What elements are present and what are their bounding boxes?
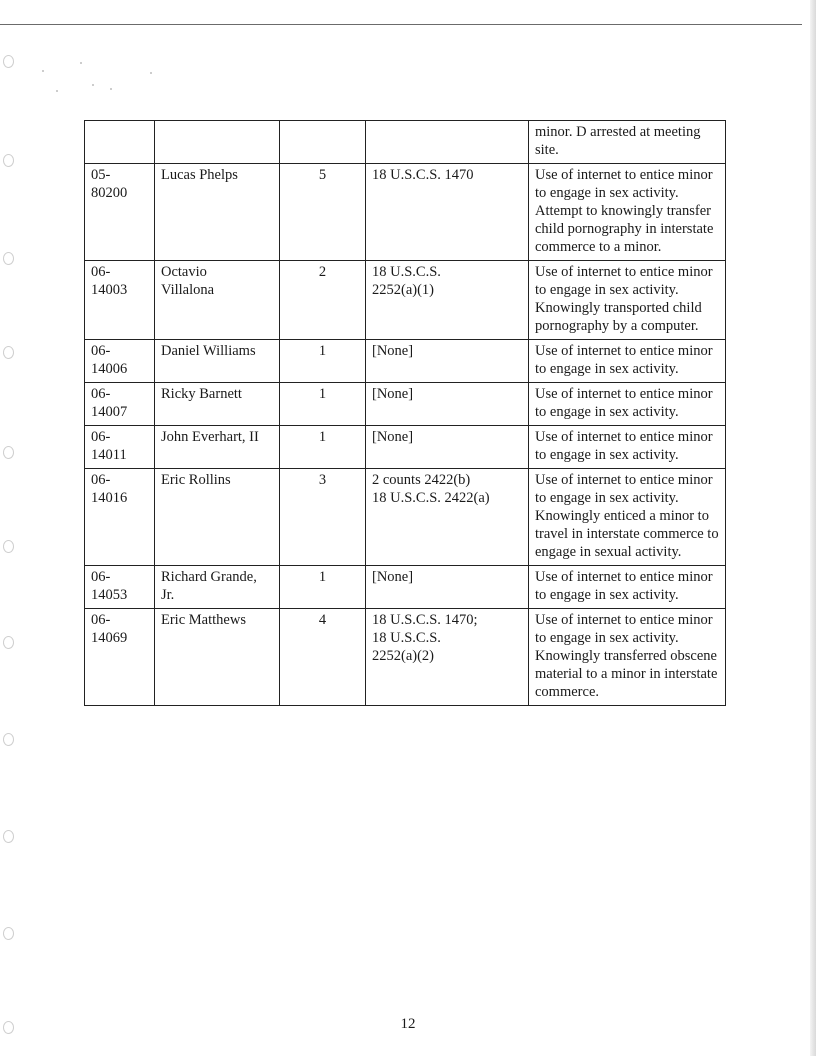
offense-line: Use of internet to entice minor to engage in sex activity. (535, 429, 713, 463)
offense-line: Knowingly transferred obscene material to a minor in interstate commerce. (535, 648, 718, 700)
binder-hole-mark (3, 636, 14, 649)
binder-hole-mark (3, 252, 14, 265)
defendant-cell: Daniel Williams (155, 340, 280, 383)
case-number-cell: 06- 14053 (85, 566, 155, 609)
statute-cell: 18 U.S.C.S. 2252(a)(1) (366, 261, 529, 340)
case-number-cell (85, 121, 155, 164)
binder-hole-mark (3, 446, 14, 459)
counts-cell: 2 (280, 261, 366, 340)
offense-description-cell (529, 261, 726, 340)
scan-speck (42, 70, 44, 72)
binder-hole-mark (3, 830, 14, 843)
statute-cell: [None] (366, 383, 529, 426)
offense-line: Use of internet to entice minor to engage in sex activity. (535, 386, 713, 420)
offense-line: Use of internet to entice minor to engage in sex activity. (535, 343, 713, 377)
page-edge-shadow (810, 0, 816, 1056)
offense-description-cell (529, 121, 726, 164)
scan-speck (56, 90, 58, 92)
statute-cell: 2 counts 2422(b) 18 U.S.C.S. 2422(a) (366, 469, 529, 566)
counts-cell: 1 (280, 340, 366, 383)
offense-description-cell (529, 566, 726, 609)
offense-line: Use of internet to entice minor to engage in sex activity. (535, 612, 713, 646)
statute-cell: 18 U.S.C.S. 1470; 18 U.S.C.S. 2252(a)(2) (366, 609, 529, 706)
defendant-cell: Octavio Villalona (155, 261, 280, 340)
offense-description-cell (529, 383, 726, 426)
table-row (85, 261, 726, 340)
counts-cell: 1 (280, 383, 366, 426)
counts-cell: 3 (280, 469, 366, 566)
statute-cell: 18 U.S.C.S. 1470 (366, 164, 529, 261)
defendant-cell: Eric Rollins (155, 469, 280, 566)
scan-speck (110, 88, 112, 90)
binder-hole-mark (3, 154, 14, 167)
defendant-cell (155, 121, 280, 164)
offense-line: Attempt to knowingly transfer child pornography in interstate commerce to a minor. (535, 203, 714, 255)
case-number-cell: 06- 14016 (85, 469, 155, 566)
table-row (85, 383, 726, 426)
binder-hole-mark (3, 346, 14, 359)
counts-cell (280, 121, 366, 164)
table-row (85, 609, 726, 706)
offense-line: minor. D arrested at meeting site. (535, 124, 701, 158)
statute-cell (366, 121, 529, 164)
scan-speck (80, 62, 82, 64)
offense-description-cell (529, 164, 726, 261)
case-number-cell: 06- 14003 (85, 261, 155, 340)
binder-hole-mark (3, 55, 14, 68)
table-row (85, 121, 726, 164)
scan-speck (150, 72, 152, 74)
counts-cell: 1 (280, 426, 366, 469)
page-number: 12 (400, 1016, 416, 1032)
scan-speck (92, 84, 94, 86)
table-row (85, 469, 726, 566)
table-row (85, 340, 726, 383)
binder-hole-mark (3, 540, 14, 553)
offense-description-cell (529, 340, 726, 383)
case-records-table (84, 120, 726, 706)
table-row (85, 426, 726, 469)
defendant-cell: Ricky Barnett (155, 383, 280, 426)
binder-hole-mark (3, 733, 14, 746)
binder-hole-mark (3, 927, 14, 940)
case-number-cell: 06- 14069 (85, 609, 155, 706)
defendant-cell: Richard Grande, Jr. (155, 566, 280, 609)
defendant-cell: Lucas Phelps (155, 164, 280, 261)
offense-description-cell (529, 469, 726, 566)
statute-cell: [None] (366, 426, 529, 469)
offense-line: Use of internet to entice minor to engage in sex activity. (535, 472, 713, 506)
case-number-cell: 06- 14006 (85, 340, 155, 383)
offense-line: Use of internet to entice minor to engage in sex activity. (535, 264, 713, 298)
defendant-cell: Eric Matthews (155, 609, 280, 706)
offense-description-cell (529, 609, 726, 706)
top-rule (0, 24, 802, 25)
case-number-cell: 06- 14011 (85, 426, 155, 469)
defendant-cell: John Everhart, II (155, 426, 280, 469)
counts-cell: 1 (280, 566, 366, 609)
offense-line: Knowingly enticed a minor to travel in interstate commerce to engage in sexual activity. (535, 508, 719, 560)
offense-line: Use of internet to entice minor to engage in sex activity. (535, 569, 713, 603)
counts-cell: 4 (280, 609, 366, 706)
table-row (85, 164, 726, 261)
table-row (85, 566, 726, 609)
statute-cell: [None] (366, 566, 529, 609)
offense-line: Knowingly transported child pornography by a computer. (535, 300, 702, 334)
case-number-cell: 06- 14007 (85, 383, 155, 426)
table-body (85, 121, 726, 706)
case-number-cell: 05- 80200 (85, 164, 155, 261)
counts-cell: 5 (280, 164, 366, 261)
offense-description-cell (529, 426, 726, 469)
statute-cell: [None] (366, 340, 529, 383)
offense-line: Use of internet to entice minor to engage in sex activity. (535, 167, 713, 201)
